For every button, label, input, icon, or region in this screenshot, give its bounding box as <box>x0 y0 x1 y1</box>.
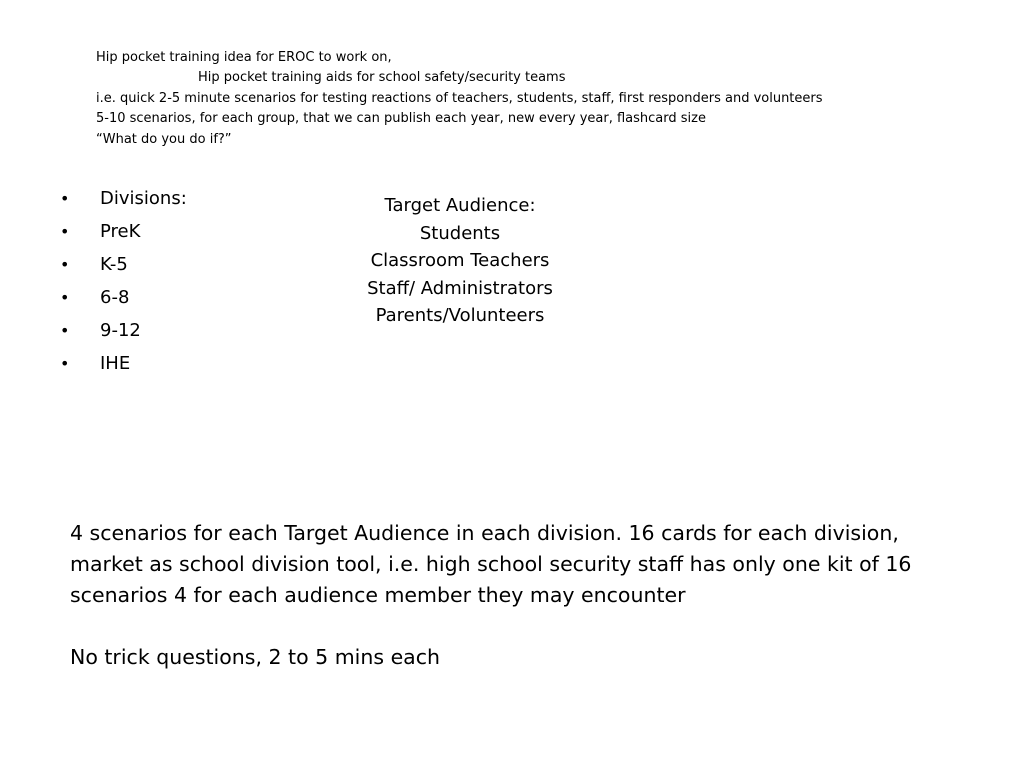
bullet-icon: • <box>60 189 70 208</box>
division-label: IHE <box>100 353 131 374</box>
header-note-line: i.e. quick 2-5 minute scenarios for testing reactions of teachers, students, staff, first responders and volunteers <box>96 90 823 106</box>
bullet-icon: • <box>60 255 70 274</box>
summary-text <box>70 518 970 673</box>
division-label: 9-12 <box>100 320 141 341</box>
division-label: PreK <box>100 221 141 242</box>
header-note-line: Hip pocket training idea for EROC to work on, <box>96 50 392 65</box>
summary-line: 4 scenarios for each Target Audience in each division. 16 cards for each division, <box>70 521 899 545</box>
target-audience-block <box>330 192 590 330</box>
divisions-list <box>60 182 320 380</box>
divisions-heading: Divisions: <box>100 188 187 209</box>
header-note-line: “What do you do if?” <box>96 131 232 147</box>
paragraph-spacer <box>70 611 970 642</box>
bullet-icon: • <box>60 354 70 373</box>
summary-line: scenarios 4 for each audience member they may encounter <box>70 583 686 607</box>
audience-item: Parents/Volunteers <box>375 305 545 326</box>
target-audience-heading: Target Audience: <box>384 195 536 216</box>
header-note-line: Hip pocket training aids for school safety/security teams <box>198 70 566 86</box>
audience-item: Classroom Teachers <box>370 250 550 271</box>
audience-item: Students <box>419 222 501 244</box>
division-label: K-5 <box>100 254 128 275</box>
list-item <box>60 347 320 380</box>
list-item <box>60 215 320 248</box>
list-item <box>60 314 320 347</box>
audience-item: Staff/ Administrators <box>367 277 553 299</box>
list-item <box>60 182 320 215</box>
bullet-icon: • <box>60 288 70 307</box>
summary-line: No trick questions, 2 to 5 mins each <box>70 645 441 669</box>
list-item <box>60 248 320 281</box>
bullet-icon: • <box>60 321 70 340</box>
header-notes <box>96 48 996 150</box>
summary-line: market as school division tool, i.e. high school security staff has only one kit of 16 <box>70 552 912 576</box>
header-note-line: 5-10 scenarios, for each group, that we can publish each year, new every year, flashcard size <box>96 111 706 127</box>
list-item <box>60 281 320 314</box>
bullet-icon: • <box>60 222 70 241</box>
division-label: 6-8 <box>100 287 130 308</box>
